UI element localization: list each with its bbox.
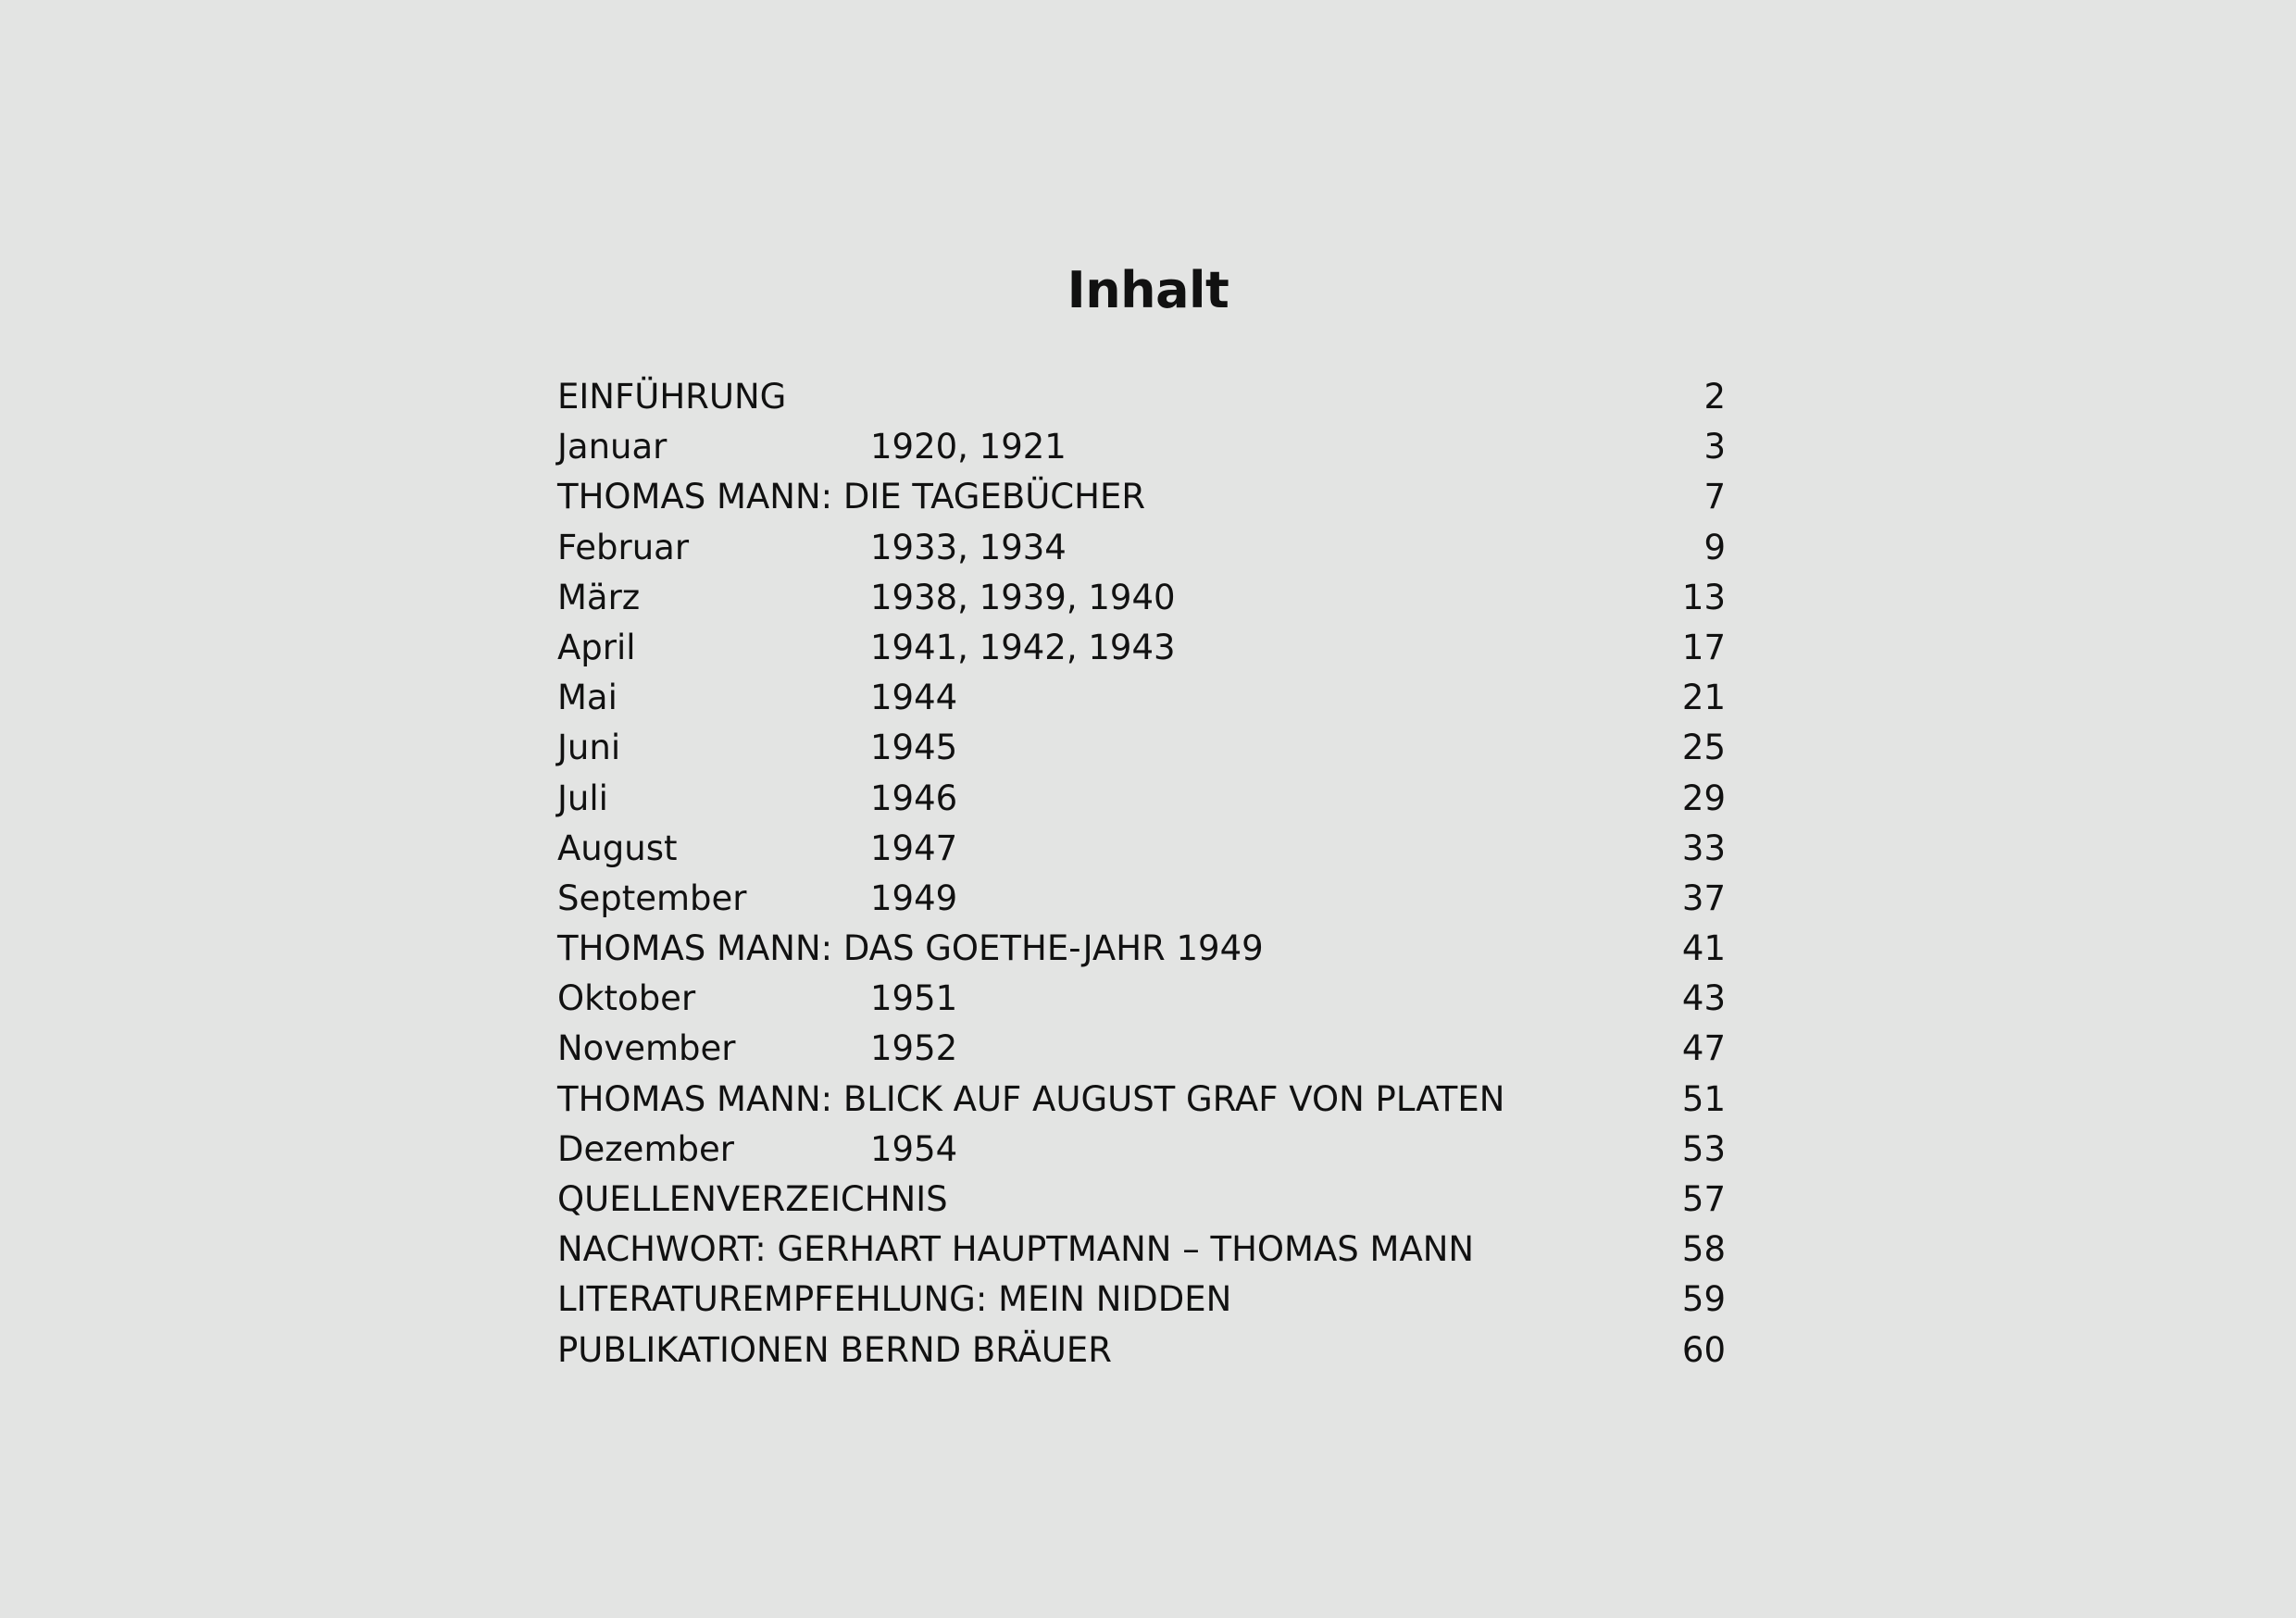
toc-entry — [557, 874, 1726, 924]
toc-entry — [557, 824, 1726, 874]
toc-entry — [557, 523, 1726, 573]
toc-entry — [557, 1326, 1726, 1375]
toc-entry — [557, 372, 1726, 422]
toc-entry — [557, 723, 1726, 773]
toc-entry-label: Oktober — [557, 978, 696, 1019]
toc-entry-label: März — [557, 577, 641, 617]
toc-entry-label: September — [557, 877, 747, 918]
toc-entry-page-number: 51 — [1681, 1078, 1726, 1119]
toc-entry-label: THOMAS MANN: BLICK AUF AUGUST GRAF VON PLATEN — [557, 1078, 1505, 1119]
toc-entry-years: 1954 — [870, 1128, 958, 1169]
toc-entry-label: LITERATUREMPFEHLUNG: MEIN NIDDEN — [557, 1279, 1232, 1320]
toc-entry — [557, 422, 1726, 472]
toc-entry-page-number: 47 — [1681, 1028, 1726, 1069]
toc-entry — [557, 1125, 1726, 1175]
toc-entry-label: THOMAS MANN: DAS GOETHE-JAHR 1949 — [557, 928, 1264, 969]
toc-entry-page-number: 21 — [1681, 678, 1726, 718]
toc-entry-page-number: 37 — [1681, 877, 1726, 918]
toc-entry-page-number: 58 — [1681, 1229, 1726, 1270]
toc-entry-label: PUBLIKATIONEN BERND BRÄUER — [557, 1329, 1112, 1370]
toc-entry-years: 1920, 1921 — [870, 427, 1067, 467]
toc-entry-page-number: 43 — [1681, 978, 1726, 1019]
toc-entry-label: November — [557, 1028, 736, 1069]
toc-entry-label: Februar — [557, 527, 690, 567]
toc-entry-label: Juni — [557, 728, 621, 768]
toc-entry-years: 1941, 1942, 1943 — [870, 627, 1176, 667]
page-title: Inhalt — [1067, 261, 1229, 319]
toc-entry-years: 1951 — [870, 978, 958, 1019]
toc-entry-years: 1944 — [870, 678, 958, 718]
toc-entry-years: 1946 — [870, 778, 958, 818]
toc-entry — [557, 1024, 1726, 1074]
toc-entry — [557, 673, 1726, 723]
toc-entry — [557, 573, 1726, 623]
table-of-contents — [557, 372, 1726, 1375]
toc-entry — [557, 1275, 1726, 1325]
toc-entry-page-number: 25 — [1681, 728, 1726, 768]
toc-entry-page-number: 59 — [1681, 1279, 1726, 1320]
toc-entry-years: 1938, 1939, 1940 — [870, 577, 1176, 617]
toc-entry — [557, 623, 1726, 673]
toc-entry-label: THOMAS MANN: DIE TAGEBÜCHER — [557, 477, 1146, 517]
toc-entry — [557, 1075, 1726, 1125]
toc-entry-page-number: 13 — [1681, 577, 1726, 617]
toc-entry-years: 1945 — [870, 728, 958, 768]
toc-entry-label: Juli — [557, 778, 608, 818]
toc-entry-page-number: 9 — [1703, 527, 1726, 567]
toc-entry-page-number: 17 — [1681, 627, 1726, 667]
toc-entry-years: 1947 — [870, 828, 958, 868]
toc-entry-page-number: 60 — [1681, 1329, 1726, 1370]
toc-entry — [557, 472, 1726, 522]
toc-entry — [557, 974, 1726, 1024]
toc-entry-years: 1949 — [870, 877, 958, 918]
toc-entry — [557, 1225, 1726, 1275]
toc-entry — [557, 1175, 1726, 1225]
toc-entry-label: EINFÜHRUNG — [557, 377, 787, 417]
toc-entry-page-number: 41 — [1681, 928, 1726, 969]
toc-entry — [557, 774, 1726, 824]
toc-entry-years: 1952 — [870, 1028, 958, 1069]
toc-entry-page-number: 53 — [1681, 1128, 1726, 1169]
toc-entry-years: 1933, 1934 — [870, 527, 1067, 567]
toc-entry-label: NACHWORT: GERHART HAUPTMANN – THOMAS MANN — [557, 1229, 1475, 1270]
toc-entry-page-number: 3 — [1703, 427, 1726, 467]
toc-entry-label: QUELLENVERZEICHNIS — [557, 1179, 948, 1219]
toc-entry-page-number: 57 — [1681, 1179, 1726, 1219]
toc-entry-page-number: 2 — [1703, 377, 1726, 417]
toc-entry-label: Mai — [557, 678, 618, 718]
toc-entry-label: April — [557, 627, 636, 667]
toc-entry-page-number: 33 — [1681, 828, 1726, 868]
toc-entry — [557, 924, 1726, 974]
toc-entry-label: Dezember — [557, 1128, 734, 1169]
toc-entry-label: Januar — [557, 427, 668, 467]
toc-entry-page-number: 7 — [1703, 477, 1726, 517]
toc-entry-label: August — [557, 828, 678, 868]
toc-entry-page-number: 29 — [1681, 778, 1726, 818]
